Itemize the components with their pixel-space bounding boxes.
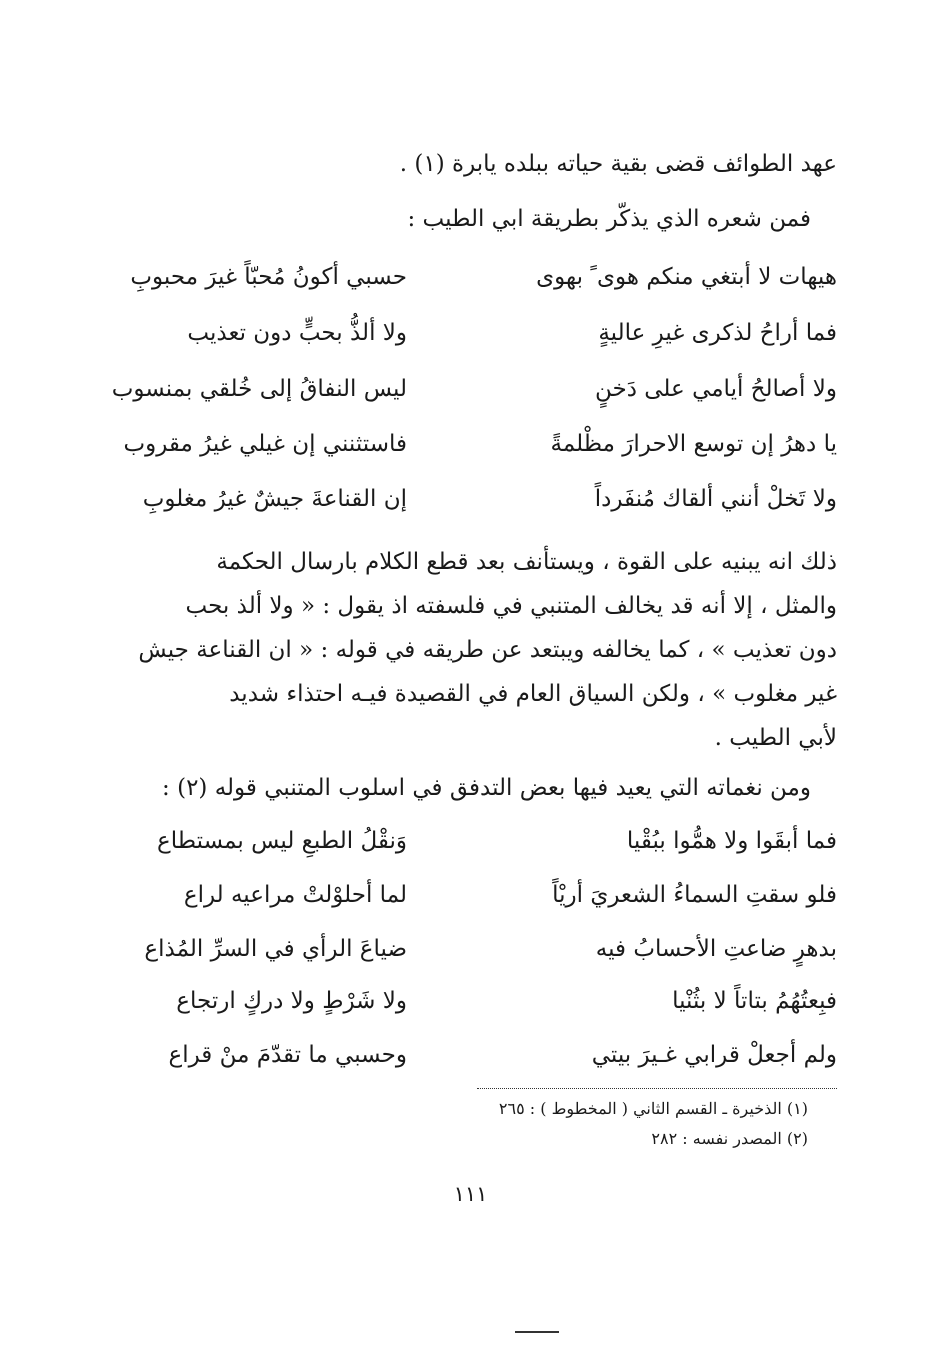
verse-hemistich-second: لما أحلوْلتْ مراعيه لراع [183,882,407,908]
verse-hemistich-first: ولا تَخلْ أنني ألقاك مُنفَرداً [594,486,837,512]
verse-hemistich-first: ولم أجعلْ قرابي غـيرَ بيتي [591,1042,837,1068]
verse-hemistich-first: فما أراحُ لذكرى غيرِ عاليةٍ [598,320,837,346]
verse-hemistich-first: فما أبقَوا ولا همُّوا ببُقْيا [626,828,837,854]
verse-hemistich-second: حسبي أكونُ مُحبّاً غيرَ محبوبِ [130,264,407,290]
intro-line-2: فمن شعره الذي يذكّر بطريقة ابي الطيب : [407,206,811,232]
verse-hemistich-first: ولا أصالحُ أيامي على دَخنٍ [594,376,837,402]
verse-hemistich-first: يا دهرُ إن توسع الاحرارَ مظْلمةً [550,431,837,457]
verse-line [111,366,837,422]
footnote-2: (٢) المصدر نفسه : ٢٨٢ [651,1129,808,1148]
verse-line [117,978,837,1034]
verse-hemistich-first: فبِعتُهُمُ بتاتاً لا بثُنْيا [672,988,837,1014]
verse-line [117,872,837,928]
intro-line-1: عهد الطوائف قضى بقية حياته ببلده يابرة (١) . [399,151,837,177]
verse-hemistich-first: هيهات لا أبتغي منكم هوى ً بهوى [536,264,837,290]
verse-hemistich-second: ولا ألذُّ بحبٍّ دون تعذيب [187,320,407,346]
verse-line [117,926,837,982]
verse-hemistich-second: ليس النفاقُ إلى خُلقي بمنسوب [111,376,407,402]
verse-line [117,818,837,874]
verse-line [117,476,837,532]
verse-hemistich-second: ولا شَرْطٍ ولا دركٍ ارتجاع [176,988,407,1014]
verse-hemistich-first: بدهرٍ ضاعتِ الأحسابُ فيه [595,936,837,962]
paragraph-2: ومن نغماته التي يعيد فيها بعض التدفق في اسلوب المتنبي قوله (٢) : [162,775,811,801]
bottom-mark [515,1331,559,1333]
page-number: ١١١ [453,1182,488,1206]
verse-hemistich-second: وَنقْلُ الطبعِ ليس بمستطاع [157,828,407,854]
footnote-1: (١) الذخيرة ـ القسم الثاني ( المخطوط ) : ٢٦٥ [498,1099,808,1118]
verse-hemistich-second: وحسبي ما تقدّمَ منْ قراع [168,1042,407,1068]
verse-hemistich-second: فاستثنني إن غيلي غيرُ مقروب [123,431,407,457]
verse-hemistich-first: فلو سقتِ السماءُ الشعريَ أريْاً [552,882,837,908]
paragraph-1: ذلك انه يبنيه على القوة ، ويستأنف بعد قطع الكلام بارسال الحكمة والمثل ، إلا أنه قد يخالف المتنبي في فلسفته اذ يقول : « ولا ألذ بحب دون تعذيب » ، كما يخالفه ويبتعد عن طريقه في قوله : « ان القناعة جيش غير مغلوب » ، ولكن السياق العام في القصيدة فيـه احتذاء شديد لأبي الطيب . [138,549,837,751]
verse-hemistich-second: إن القناعةَ جيشٌ غيرُ مغلوبِ [142,486,407,512]
footnote-divider [477,1088,837,1089]
verse-line [117,1032,837,1088]
verse-hemistich-second: ضياعَ الرأي في السرِّ المُذاع [144,936,407,962]
verse-line [117,254,837,310]
verse-line [117,310,837,366]
verse-line [117,421,837,477]
